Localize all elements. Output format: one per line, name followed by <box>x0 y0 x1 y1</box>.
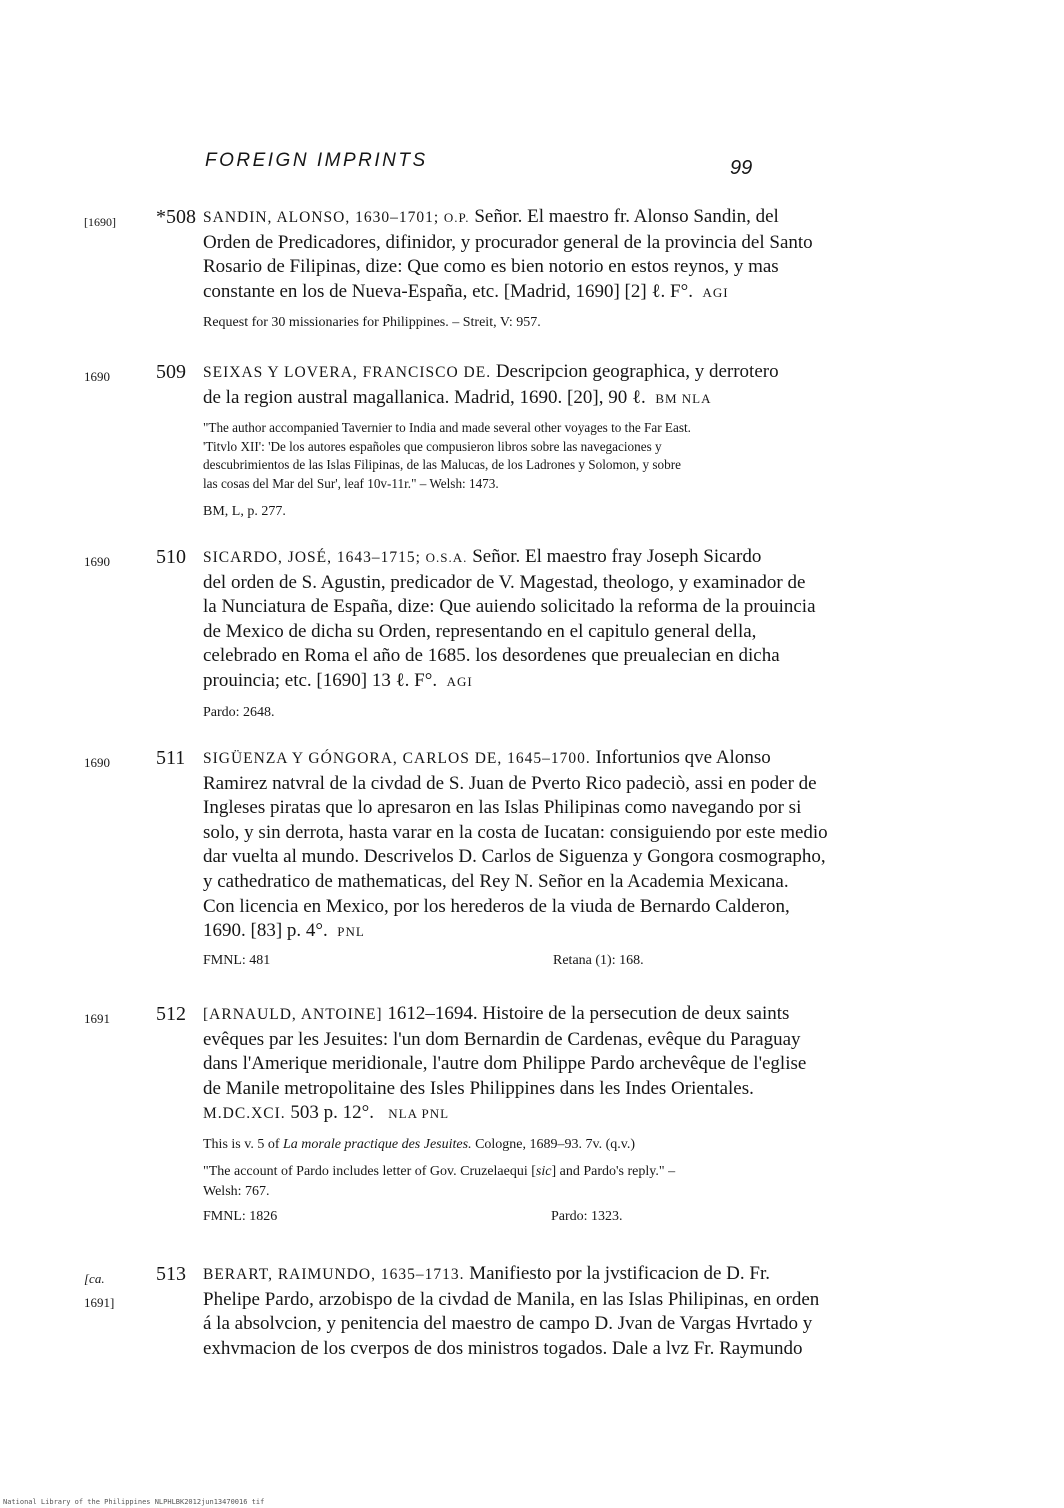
title-line: dans l'Amerique meridionale, l'autre dom Philippe Pardo archevêque de l'eglise <box>203 1053 807 1075</box>
entry-order: O.P. <box>443 210 470 225</box>
entry-author: BERART, RAIMUNDO, 1635–1713. <box>203 1266 465 1283</box>
title-line: constante en los de Nueva-España, etc. [Madrid, 1690] [2] ℓ. F°. <box>203 280 693 302</box>
title-line: á la absolvcion, y penitencia del maestro de campo D. Jvan de Vargas Hvrtado y <box>203 1313 813 1335</box>
reference-left: FMNL: 481 <box>203 952 271 968</box>
note-line: descubrimientos de las Islas Filipinas, de las Malucas, de los Ladrones y Solomon, y sobre <box>203 457 681 473</box>
entry-number: *508 <box>156 206 196 228</box>
title-line: Rosario de Filipinas, dize: Que como es bien notorio en estos reynos, y mas <box>203 256 779 278</box>
imprint-date: M.DC.XCI. <box>203 1105 286 1123</box>
title-line: y cathedratico de mathematicas, del Rey N. Señor en la Academia Mexicana. <box>203 870 789 892</box>
title-line: Señor. El maestro fray Joseph Sicardo <box>472 546 762 567</box>
entry-number: 509 <box>156 361 186 383</box>
reference-left: FMNL: 1826 <box>203 1209 278 1225</box>
title-line: del orden de S. Agustin, predicador de V. Magestad, theologo, y examinador de <box>203 571 806 593</box>
entry-date: 1690 <box>84 369 110 384</box>
note-text: Cologne, 1689–93. 7v. (q.v.) <box>475 1136 636 1152</box>
entry-reference: BM, L, p. 277. <box>203 504 286 520</box>
entry-author: SANDIN, ALONSO, 1630–1701; <box>203 209 440 226</box>
title-line: Señor. El maestro fr. Alonso Sandin, del <box>474 206 779 227</box>
note-text: Welsh: 767. <box>203 1183 270 1199</box>
entry-number: 510 <box>156 546 186 568</box>
title-line: de Manile metropolitaine des Isles Philippines dans les Indes Orientales. <box>203 1077 754 1099</box>
entry-date: 1691 <box>84 1011 110 1026</box>
series-title: La morale practique des Jesuites. <box>282 1136 472 1152</box>
entry-author: SICARDO, JOSÉ, 1643–1715; <box>203 549 421 566</box>
reference-row <box>203 953 903 973</box>
note-text: "The account of Pardo includes letter of Gov. Cruzelaequi [ <box>203 1164 536 1180</box>
note-text: This is v. 5 of <box>203 1136 280 1152</box>
series-note <box>203 1135 903 1155</box>
title-line: celebrado en Roma el año de 1685. los desordenes que preualecian en dicha <box>203 645 780 667</box>
sic-mark: sic <box>535 1164 552 1180</box>
holding-library: BM NLA <box>655 390 712 406</box>
note-line: 'Titvlo XII': 'De los autores españoles que compusieron libros sobre las navegaciones y <box>203 438 662 454</box>
entry-author: SEIXAS Y LOVERA, FRANCISCO DE. <box>203 364 492 381</box>
entry-date: [ca. <box>84 1271 105 1286</box>
title-line: Ramirez natvral de la civdad de S. Juan de Pverto Rico padeciò, assi en poder de <box>203 772 817 794</box>
title-line: 1612–1694. Histoire de la persecution de deux saints <box>387 1003 790 1024</box>
title-line: Phelipe Pardo, arzobispo de la civdad de Manila, en las Islas Philipinas, en orden <box>203 1288 820 1310</box>
title-line: 1690. [83] p. 4°. <box>203 920 328 942</box>
entry-date: 1690 <box>84 755 110 770</box>
reference-right: Pardo: 1323. <box>551 1209 623 1225</box>
title-line: evêques par les Jesuites: l'un dom Bernardin de Cardenas, evêque du Paraguay <box>203 1028 801 1050</box>
title-line: de Mexico de dicha su Orden, representando en el capitulo general della, <box>203 620 757 642</box>
page-number: 99 <box>730 157 753 179</box>
reference-row <box>203 1209 903 1229</box>
running-header: FOREIGN IMPRINTS <box>205 150 428 171</box>
title-line: Manifiesto por la jvstificacion de D. Fr. <box>469 1263 770 1284</box>
title-line: Descripcion geographica, y derrotero <box>495 361 779 382</box>
title-line: Infortunios qve Alonso <box>595 747 771 768</box>
title-line: la Nunciatura de España, dize: Que auiendo solicitado la reforma de la prouincia <box>203 596 816 618</box>
quote-note <box>203 1162 903 1201</box>
entry-number: 512 <box>156 1003 186 1025</box>
title-line: dar vuelta al mundo. Descrivelos D. Carlos de Siguenza y Gongora cosmographo, <box>203 846 826 868</box>
title-line: Orden de Predicadores, difinidor, y procurador general de la provincia del Santo <box>203 231 813 253</box>
entry-date: [1690] <box>84 215 116 229</box>
note-line: "The author accompanied Tavernier to India and made several other voyages to the Far East. <box>203 420 691 436</box>
entry-order: O.S.A. <box>425 550 468 565</box>
note-text: ] and Pardo's reply." – <box>551 1164 676 1180</box>
entry-author: [ARNAULD, ANTOINE] <box>203 1006 383 1023</box>
entry-date-continued: 1691] <box>84 1295 115 1310</box>
title-line: solo, y sin derrota, hasta varar en la costa de Iucatan: consiguiendo por este medio <box>203 821 828 843</box>
entry-reference: Pardo: 2648. <box>203 704 275 720</box>
title-line: exhvmacion de los cverpos de dos ministros togados. Dale a lvz Fr. Raymundo <box>203 1337 803 1359</box>
title-line: de la region austral magallanica. Madrid, 1690. [20], 90 ℓ. <box>203 386 646 408</box>
entry-number: 513 <box>156 1263 186 1285</box>
note-line: las cosas del Mar del Sur', leaf 10v-11r." – Welsh: 1473. <box>203 475 499 491</box>
entry-author: SIGÜENZA Y GÓNGORA, CARLOS DE, 1645–1700. <box>203 750 591 767</box>
collation: 503 p. 12°. <box>290 1102 374 1124</box>
title-line: Ingleses piratas que lo apresaron en las Islas Philipinas como navegando por si <box>203 797 802 819</box>
entry-number: 511 <box>156 747 186 769</box>
holding-library: AGI <box>446 673 473 689</box>
holding-library: AGI <box>702 284 729 300</box>
scan-footer: National Library of the Philippines NLPHLBK2012jun13470016 tif <box>3 1498 265 1506</box>
entry-date: 1690 <box>84 554 110 569</box>
reference-right: Retana (1): 168. <box>553 952 644 968</box>
entry-note: Request for 30 missionaries for Philippines. – Streit, V: 957. <box>203 315 541 331</box>
holding-library: NLA PNL <box>388 1106 450 1122</box>
holding-library: PNL <box>337 924 365 940</box>
title-line: prouincia; etc. [1690] 13 ℓ. F°. <box>203 669 438 691</box>
title-line: Con licencia en Mexico, por los herederos de la viuda de Bernardo Calderon, <box>203 895 790 917</box>
